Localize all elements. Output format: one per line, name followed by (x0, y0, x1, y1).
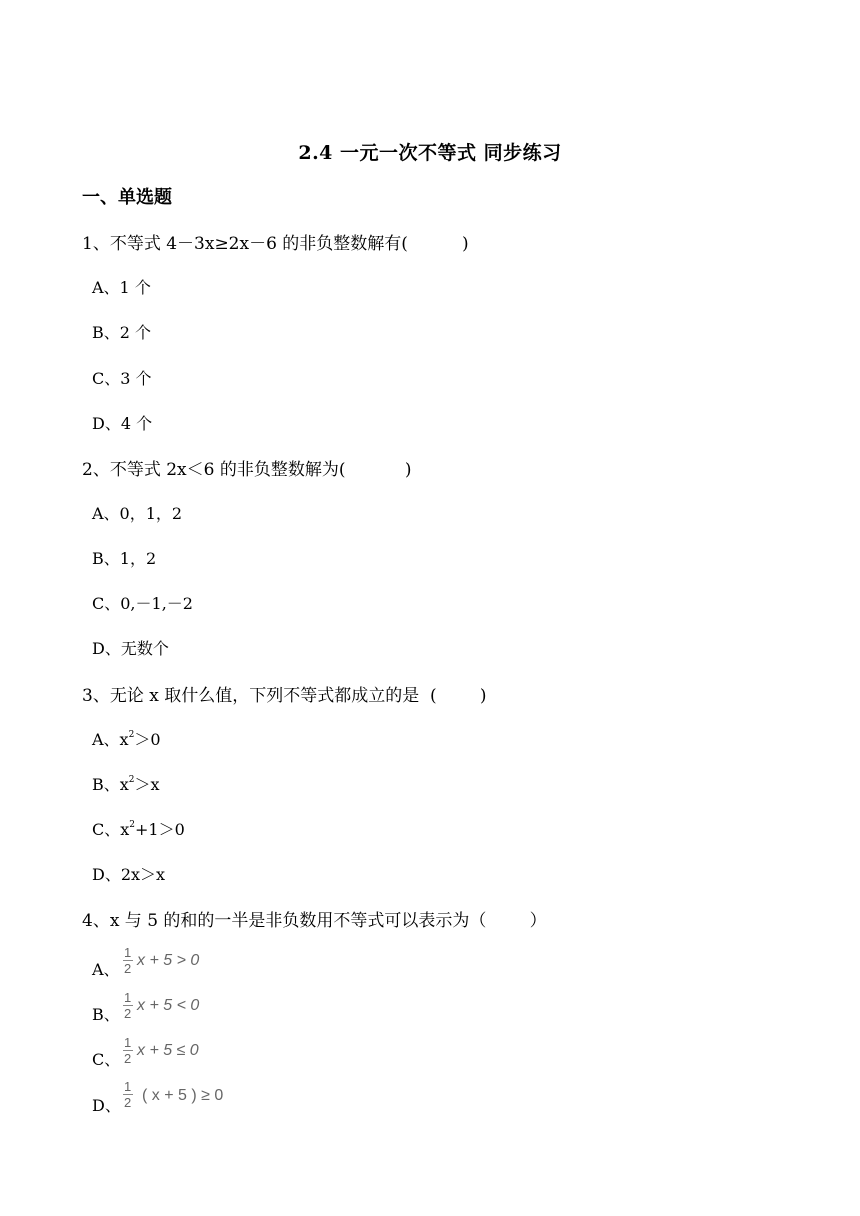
question-4-option-a: A、 (92, 960, 120, 979)
question-3-stem: 3、无论 x 取什么值，下列不等式都成立的是 ( ) (82, 686, 487, 706)
question-1-option-d: D、4 个 (92, 414, 153, 433)
question-2-option-a: A、0，1，2 (92, 504, 183, 523)
question-3-option-c: C、$x^2+1>0$ (92, 820, 185, 839)
question-2-option-b: B、1，2 (92, 549, 157, 568)
question-1-option-a: A、1 个 (92, 278, 151, 297)
question-2-option-c: C、0,－1,－2 (92, 594, 193, 613)
question-4-option-c: C、 (92, 1050, 121, 1069)
question-4-stem: 4、x 与 5 的和的一半是非负数用不等式可以表示为（ ） (82, 911, 547, 931)
section-heading: 一、单选题 (82, 187, 172, 208)
question-3-option-b: B、$x^2>x$ (92, 775, 160, 794)
question-2-stem: 2、不等式 2x＜6 的非负整数解为( ) (82, 460, 412, 480)
question-1-option-b: B、2 个 (92, 323, 152, 342)
question-1-stem: 1、不等式 4－3x≥2x－6 的非负整数解有( ) (82, 234, 469, 254)
question-3-option-a: A、$x^2>0$ (92, 730, 161, 749)
question-4-option-d: D、 (92, 1096, 121, 1115)
question-1-option-c: C、3 个 (92, 369, 152, 388)
page-title: 2.4 一元一次不等式 同步练习 (298, 142, 562, 164)
question-2-option-d: D、无数个 (92, 639, 169, 658)
question-3-option-d: D、2x＞x (92, 865, 166, 884)
question-4-option-b: B、 (92, 1005, 120, 1024)
